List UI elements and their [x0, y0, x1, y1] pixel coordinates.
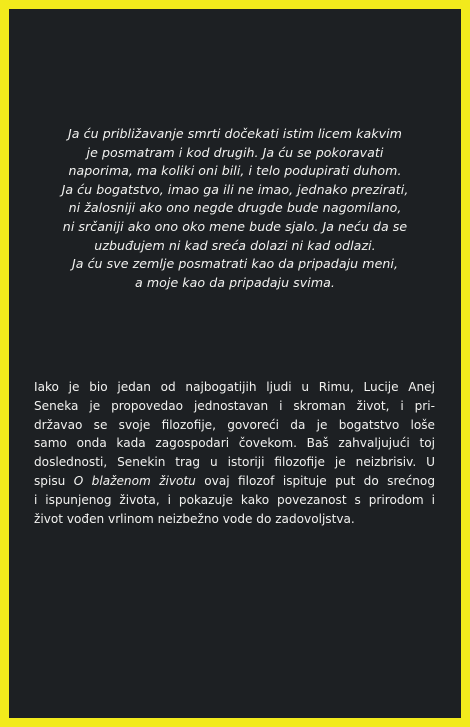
description-text: spisu — [34, 473, 74, 488]
description-line: život vođen vrlinom neizbežno vode do zadovoljstva. — [34, 511, 355, 526]
quote-line: naporima, ma koliki oni bili, i telo podupirati duhom. — [68, 163, 402, 179]
seneca-quote — [41, 125, 429, 292]
quote-line: uzbuđujem ni kad sreća dolazi ni kad odlazi. — [94, 237, 376, 253]
description-line: Iako je bio jedan od najbogatijih ljudi u Rimu, Lucije Anej — [34, 380, 435, 394]
description-text: ovaj filozof ispituje put do srećnog — [195, 473, 435, 488]
description-line: državao se svoje filozofije, govoreći da je bogatstvo loše — [34, 417, 435, 432]
quote-line: ni srčaniji ako ono oko mene bude sjalo. Ja neću da se — [62, 218, 408, 234]
description-line — [34, 472, 435, 491]
book-title: O blaženom životu — [73, 473, 196, 488]
quote-line: je posmatram i kod drugih. Ja ću se pokoravati — [86, 144, 384, 160]
description-line: Seneka je propovedao jednostavan i skroman život, i pri- — [34, 398, 435, 413]
quote-line: Ja ću sve zemlje posmatrati kao da pripadaju meni, — [71, 256, 398, 272]
quote-line: Ja ću bogatstvo, imao ga ili ne imao, jednako prezirati, — [61, 181, 409, 197]
book-description — [34, 378, 435, 528]
quote-line: Ja ću približavanje smrti dočekati istim licem kakvim — [68, 126, 402, 141]
description-line: i ispunjenog života, i pokazuje kako povezanost s prirodom i — [34, 492, 435, 507]
quote-line: ni žalosniji ako ono negde drugde bude nagomilano, — [68, 200, 402, 216]
description-line: doslednosti, Senekin trag u istoriji filozofije je neizbrisiv. U — [34, 455, 435, 470]
description-line: samo onda kada zagospodari čovekom. Baš zahvaljujući toj — [34, 436, 435, 451]
cover-panel — [9, 9, 461, 718]
quote-line: a moje kao da pripadaju svima. — [135, 274, 335, 290]
